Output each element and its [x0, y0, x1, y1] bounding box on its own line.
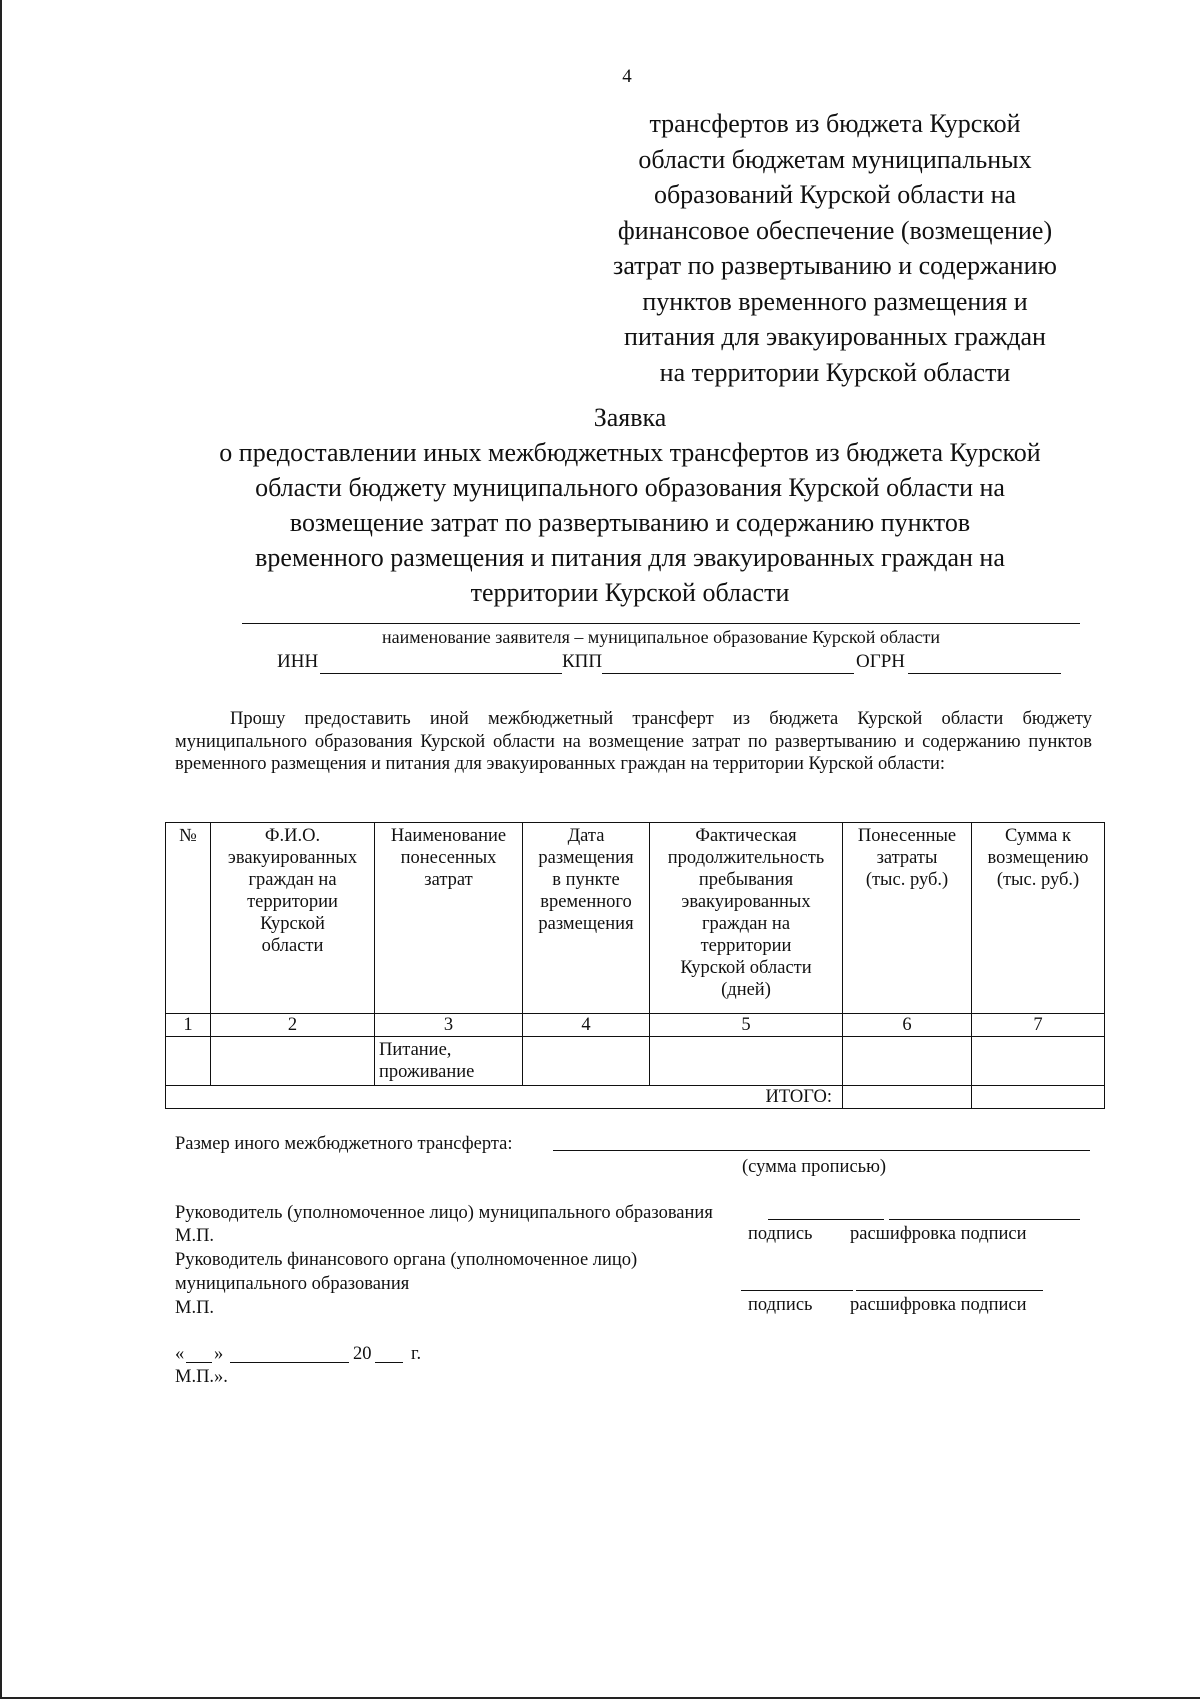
continuation-title-line: питания для эвакуированных граждан	[624, 322, 1046, 351]
cell-fio[interactable]	[211, 1037, 375, 1086]
header-reimbursement	[972, 823, 1105, 1014]
header-line: территории	[247, 892, 338, 912]
finance-decoding-field[interactable]	[856, 1290, 1043, 1291]
ogrn-field[interactable]	[908, 673, 1061, 674]
head-label: Руководитель (уполномоченное лицо) муниципального образования	[175, 1203, 713, 1223]
head-signature-field[interactable]	[768, 1219, 884, 1220]
continuation-title	[590, 106, 1080, 390]
header-number	[166, 823, 211, 1014]
form-subtitle-line: области бюджету муниципального образования Курской области на	[255, 473, 1005, 502]
finance-decoding-caption: расшифровка подписи	[850, 1295, 1027, 1315]
page-number: 4	[622, 66, 632, 87]
form-title: Заявка	[593, 403, 667, 432]
cell-placement-date[interactable]	[523, 1037, 650, 1086]
costs-table	[165, 822, 1105, 1109]
header-line: Понесенные	[857, 826, 957, 846]
date-day-field[interactable]	[186, 1362, 212, 1363]
header-line: территории	[700, 936, 792, 956]
kpp-label: КПП	[562, 651, 603, 672]
transfer-amount-caption: (сумма прописью)	[742, 1157, 887, 1177]
kpp-field[interactable]	[602, 673, 854, 674]
header-duration	[650, 823, 843, 1014]
ogrn-label: ОГРН	[856, 651, 905, 672]
cost-name-line: Питание,	[379, 1040, 452, 1060]
header-line: понесенных	[400, 848, 497, 868]
header-line: №	[179, 826, 197, 846]
request-paragraph: Прошу предоставить иной межбюджетный трансферт из бюджета Курской области бюджету муниципального образования Курской области на возмещение затрат по развертыванию и содержанию пунктов временного размещения и питания для эвакуированных граждан на территории Курской области:	[175, 709, 1092, 774]
header-line: размещения	[538, 914, 634, 934]
continuation-title-line: финансовое обеспечение (возмещение)	[617, 215, 1053, 245]
finance-label-line1: Руководитель финансового органа (уполномоченное лицо)	[175, 1250, 638, 1270]
form-subtitle-line: временного размещения и питания для эвакуированных граждан на	[255, 543, 1005, 572]
date-quote-open: «	[175, 1344, 185, 1364]
header-line: затрат	[424, 870, 473, 890]
continuation-title-line: области бюджетам муниципальных	[638, 144, 1032, 174]
finance-label-line2: муниципального образования	[175, 1274, 410, 1294]
total-incurred-costs[interactable]	[843, 1086, 972, 1109]
continuation-title-line: трансфертов из бюджета Курской	[649, 109, 1021, 138]
header-cost-name	[375, 823, 523, 1014]
head-decoding-field[interactable]	[889, 1219, 1080, 1220]
table-row	[166, 1037, 1105, 1086]
transfer-amount-field[interactable]	[553, 1150, 1090, 1151]
inn-label: ИНН	[277, 651, 319, 672]
head-mp: М.П.	[175, 1226, 215, 1246]
header-line: Курской области	[680, 958, 812, 978]
header-line: Фактическая	[695, 826, 797, 846]
transfer-amount-label: Размер иного межбюджетного трансферта:	[175, 1134, 513, 1154]
header-incurred-costs	[843, 823, 972, 1014]
cell-incurred-costs[interactable]	[843, 1037, 972, 1086]
header-line: Дата	[567, 826, 605, 846]
form-title-block	[170, 400, 1090, 610]
total-label: ИТОГО:	[166, 1086, 843, 1109]
column-number: 1	[166, 1014, 211, 1037]
cell-reimbursement[interactable]	[972, 1037, 1105, 1086]
applicant-caption: наименование заявителя – муниципальное образование Курской области	[381, 627, 941, 647]
header-line: Ф.И.О.	[264, 826, 321, 846]
header-line: пребывания	[698, 870, 794, 890]
date-year-prefix: 20	[353, 1344, 372, 1364]
header-line: Наименование	[390, 826, 507, 846]
continuation-title-line: пунктов временного размещения и	[642, 286, 1028, 316]
header-line: граждан на	[248, 870, 337, 890]
header-placement-date	[523, 823, 650, 1014]
header-line: граждан на	[701, 914, 791, 934]
date-year-field[interactable]	[375, 1362, 403, 1363]
date-year-suffix: г.	[411, 1344, 422, 1364]
cell-number[interactable]	[166, 1037, 211, 1086]
header-line: (тыс. руб.)	[996, 870, 1080, 890]
total-row	[166, 1086, 1105, 1109]
inn-field[interactable]	[320, 673, 562, 674]
header-line: (дней)	[721, 980, 771, 1000]
column-number: 5	[650, 1014, 843, 1037]
header-line: продолжительность	[667, 848, 825, 868]
header-line: области	[261, 936, 324, 956]
continuation-title-line: образований Курской области на	[653, 180, 1017, 209]
header-line: (тыс. руб.)	[865, 870, 949, 890]
header-line: размещения	[538, 848, 634, 868]
column-number-row	[166, 1014, 1105, 1037]
finance-signature-field[interactable]	[741, 1290, 853, 1291]
head-signature-caption: подпись	[748, 1224, 813, 1244]
header-line: Сумма к	[1005, 826, 1071, 846]
column-number: 6	[843, 1014, 972, 1037]
finance-mp: М.П.	[175, 1298, 215, 1318]
date-month-field[interactable]	[230, 1362, 349, 1363]
form-subtitle-line: о предоставлении иных межбюджетных трансфертов из бюджета Курской	[219, 438, 1041, 467]
header-line: в пункте	[552, 870, 620, 890]
continuation-title-line: на территории Курской области	[659, 357, 1011, 387]
column-number: 7	[972, 1014, 1105, 1037]
column-number: 4	[523, 1014, 650, 1037]
form-subtitle-line: возмещение затрат по развертыванию и содержанию пунктов	[289, 508, 971, 537]
date-quote-close: »	[214, 1344, 224, 1364]
header-line: эвакуированных	[681, 892, 811, 912]
header-line: затраты	[876, 848, 938, 868]
header-line: Курской	[260, 914, 325, 934]
page-border-left	[0, 0, 2, 1699]
form-subtitle-line: территории Курской области	[470, 578, 790, 607]
column-number: 3	[375, 1014, 523, 1037]
cell-cost-name	[375, 1037, 523, 1086]
column-number: 2	[211, 1014, 375, 1037]
header-fio	[211, 823, 375, 1014]
header-line: возмещению	[987, 848, 1089, 868]
continuation-title-line: затрат по развертыванию и содержанию	[613, 251, 1057, 280]
total-reimbursement[interactable]	[972, 1086, 1105, 1109]
head-decoding-caption: расшифровка подписи	[850, 1224, 1027, 1244]
cost-name-line: проживание	[379, 1062, 475, 1082]
table-header-row	[166, 823, 1105, 1014]
closing-mp: М.П.».	[175, 1367, 228, 1387]
header-line: эвакуированных	[227, 848, 358, 868]
cell-duration[interactable]	[650, 1037, 843, 1086]
applicant-name-field[interactable]	[242, 623, 1080, 624]
header-line: временного	[540, 892, 632, 912]
finance-signature-caption: подпись	[748, 1295, 813, 1315]
